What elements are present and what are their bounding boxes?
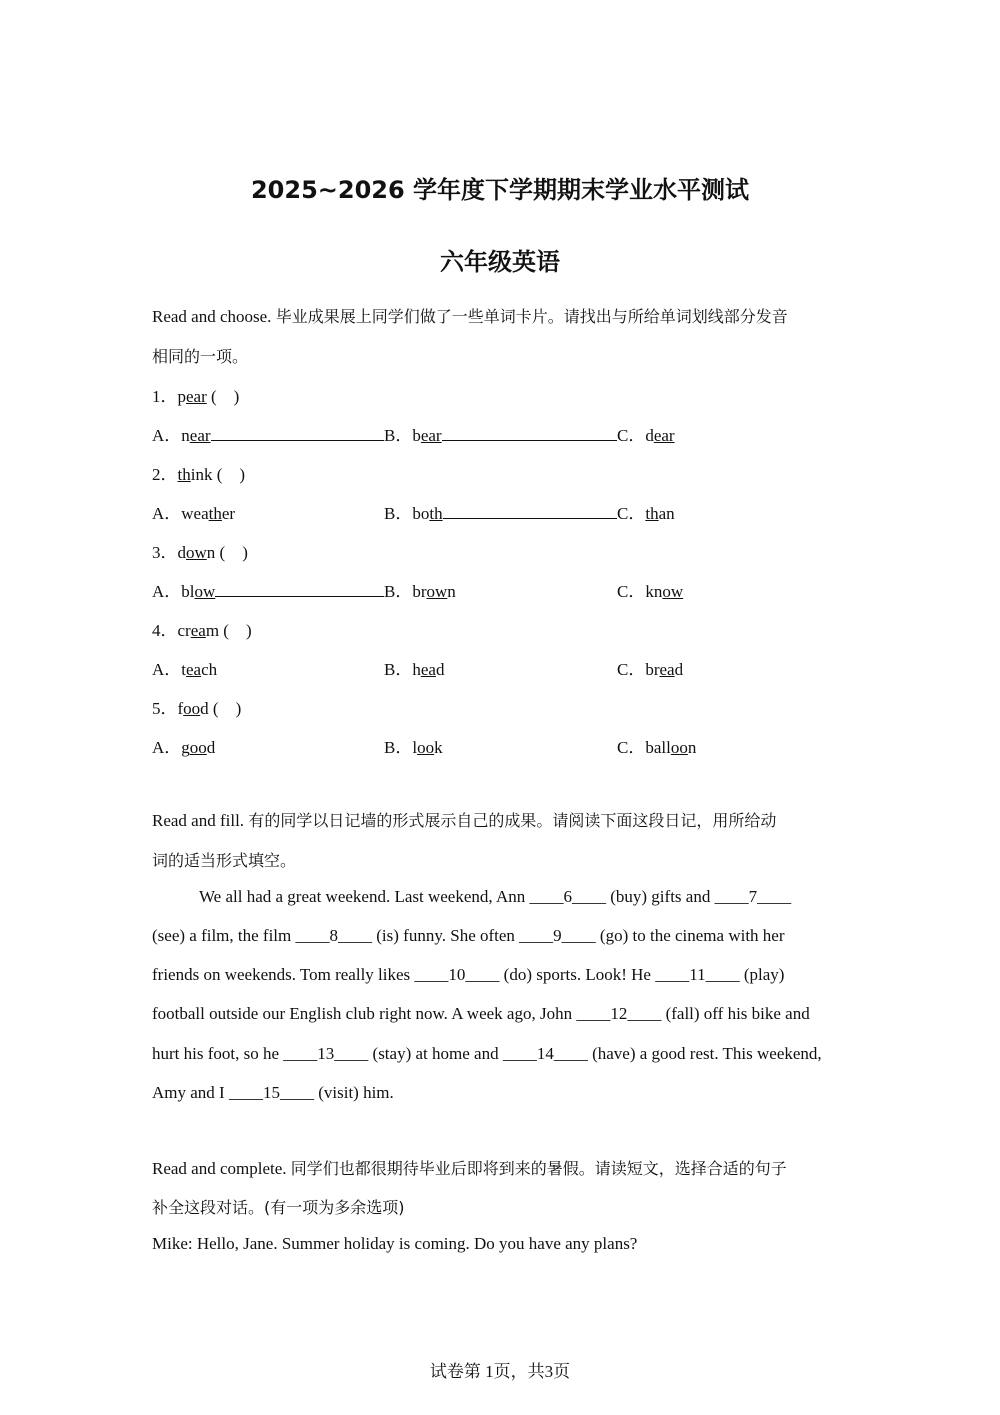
- fill-blank[interactable]: ____9____: [519, 926, 596, 945]
- option-word-part: kn: [645, 582, 663, 601]
- underline-filler: [442, 426, 617, 441]
- option-c[interactable]: [617, 733, 696, 758]
- option-word-part: br: [645, 660, 660, 679]
- fill-blank[interactable]: ____14____: [502, 1044, 588, 1063]
- option-b[interactable]: [384, 421, 617, 446]
- option-label: A．: [152, 660, 182, 679]
- section3-instruction: [152, 1156, 787, 1179]
- question-word-part: n: [206, 543, 216, 562]
- underline-filler: [443, 504, 617, 519]
- option-word-underlined: th: [208, 504, 222, 523]
- question-number: 3．: [152, 543, 178, 562]
- option-a[interactable]: [152, 421, 384, 446]
- option-word-part: wea: [181, 504, 209, 523]
- option-a[interactable]: [152, 577, 384, 602]
- option-word-part: d: [645, 426, 654, 445]
- passage-text: (buy) gifts and: [605, 887, 715, 906]
- question-4: [152, 616, 252, 641]
- section3-instruction-cont: 补全这段对话。(有一项为多余选项): [152, 1198, 405, 1217]
- question-number: 2．: [152, 465, 178, 484]
- fill-blank[interactable]: ____10____: [414, 965, 500, 984]
- option-word-part: n: [447, 582, 456, 601]
- option-word-part: l: [412, 738, 418, 757]
- option-word-part: k: [434, 738, 443, 757]
- option-word-underlined: ea: [420, 660, 436, 679]
- option-word-part: t: [181, 660, 187, 679]
- passage-text: hurt his foot, so he: [152, 1044, 284, 1063]
- option-word-underlined: ow: [194, 582, 216, 601]
- section2-instruction: [152, 808, 776, 831]
- option-word-underlined: oo: [189, 738, 207, 757]
- question-word-underlined: oo: [183, 699, 201, 718]
- option-word-underlined: ow: [426, 582, 448, 601]
- answer-parentheses[interactable]: ( ): [215, 543, 248, 562]
- option-label: B．: [384, 426, 413, 445]
- option-label: A．: [152, 426, 182, 445]
- option-label: A．: [152, 504, 182, 523]
- passage-line: [152, 965, 784, 985]
- option-c[interactable]: [617, 499, 675, 524]
- question-2: [152, 460, 245, 485]
- passage-text: (visit) him.: [313, 1083, 394, 1102]
- option-label: A．: [152, 582, 182, 601]
- fill-blank[interactable]: ____12____: [576, 1004, 662, 1023]
- option-word-part: bl: [181, 582, 195, 601]
- question-word-underlined: ea: [190, 621, 206, 640]
- passage-text: We all had a great weekend. Last weekend, Ann: [199, 887, 530, 906]
- passage-text: friends on weekends. Tom really likes: [152, 965, 415, 984]
- question-word-part: ink: [190, 465, 213, 484]
- section1-instruction-cn: 毕业成果展上同学们做了一些单词卡片。请找出与所给单词划线部分发音: [275, 307, 788, 326]
- passage-line: [199, 887, 791, 907]
- question-word-part: cr: [177, 621, 191, 640]
- option-word-underlined: oo: [417, 738, 435, 757]
- section1-instruction-en: Read and choose.: [152, 307, 272, 326]
- option-word-part: d: [435, 660, 445, 679]
- option-b[interactable]: [384, 577, 456, 602]
- fill-blank[interactable]: ____7____: [714, 887, 792, 906]
- option-word-part: er: [221, 504, 236, 523]
- question-word-part: d: [200, 699, 209, 718]
- option-word-part: ch: [201, 660, 218, 679]
- option-word-underlined: oo: [670, 738, 688, 757]
- option-b[interactable]: [384, 733, 443, 758]
- fill-blank[interactable]: ____15____: [228, 1083, 314, 1102]
- question-word-part: d: [177, 543, 186, 562]
- question-1: [152, 382, 239, 407]
- exam-title: 2025~2026 学年度下学期期末学业水平测试: [250, 176, 750, 204]
- section2-instruction-cont: 词的适当形式填空。: [152, 851, 297, 870]
- question-word-underlined: th: [177, 465, 191, 484]
- option-word-part: bo: [412, 504, 430, 523]
- option-word-underlined: ea: [659, 660, 675, 679]
- passage-text: (is) funny. She often: [372, 926, 520, 945]
- answer-parentheses[interactable]: ( ): [208, 699, 242, 718]
- section3-instruction-en: Read and complete.: [152, 1159, 287, 1178]
- option-word-underlined: ow: [662, 582, 684, 601]
- option-word-part: d: [206, 738, 216, 757]
- option-word-part: d: [674, 660, 684, 679]
- option-word-part: g: [181, 738, 190, 757]
- passage-line: [152, 1044, 822, 1064]
- underline-filler: [211, 426, 384, 441]
- question-word-underlined: ear: [186, 387, 207, 406]
- option-label: B．: [384, 738, 413, 757]
- option-word-underlined: ear: [420, 426, 442, 445]
- option-word-part: ball: [645, 738, 671, 757]
- section1-instruction-cont: 相同的一项。: [152, 347, 249, 366]
- section3-instruction-cn: 同学们也都很期待毕业后即将到来的暑假。请读短文，选择合适的句子: [290, 1159, 787, 1178]
- passage-text: (do) sports. Look! He: [499, 965, 656, 984]
- passage-line: [152, 1004, 810, 1024]
- option-word-part: an: [658, 504, 675, 523]
- question-word-part: f: [177, 699, 184, 718]
- answer-parentheses[interactable]: ( ): [206, 387, 240, 406]
- option-b[interactable]: [384, 655, 444, 680]
- option-label: B．: [384, 660, 413, 679]
- option-label: C．: [617, 504, 646, 523]
- fill-blank[interactable]: ____11____: [655, 965, 740, 984]
- option-word-underlined: ear: [189, 426, 211, 445]
- option-word-part: h: [412, 660, 421, 679]
- option-word-part: b: [412, 426, 421, 445]
- passage-text: Amy and I: [152, 1083, 229, 1102]
- option-label: A．: [152, 738, 182, 757]
- passage-text: (stay) at home and: [368, 1044, 503, 1063]
- option-a[interactable]: [152, 733, 215, 758]
- question-word-part: m: [205, 621, 220, 640]
- passage-text: (have) a good rest. This weekend,: [587, 1044, 822, 1063]
- answer-parentheses[interactable]: ( ): [219, 621, 252, 640]
- fill-blank[interactable]: ____13____: [283, 1044, 369, 1063]
- passage-line: [152, 1083, 394, 1103]
- passage-text: (play): [739, 965, 785, 984]
- underline-filler: [215, 582, 384, 597]
- page-footer: 试卷第 1页，共3页: [429, 1362, 571, 1381]
- option-word-part: br: [412, 582, 427, 601]
- passage-text: (fall) off his bike and: [661, 1004, 810, 1023]
- question-word-underlined: ow: [186, 543, 207, 562]
- question-number: 4．: [152, 621, 178, 640]
- option-c[interactable]: [617, 421, 675, 446]
- section2-instruction-cn: 有的同学以日记墙的形式展示自己的成果。请阅读下面这段日记，用所给动: [248, 811, 777, 830]
- option-a[interactable]: [152, 655, 217, 680]
- option-a[interactable]: [152, 499, 235, 524]
- option-label: B．: [384, 582, 413, 601]
- fill-blank[interactable]: ____8____: [295, 926, 373, 945]
- option-word-part: n: [687, 738, 697, 757]
- option-label: C．: [617, 660, 646, 679]
- question-3: [152, 538, 248, 563]
- option-c[interactable]: [617, 577, 683, 602]
- passage-line: [152, 926, 785, 946]
- option-label: B．: [384, 504, 413, 523]
- option-label: C．: [617, 582, 646, 601]
- answer-parentheses[interactable]: ( ): [212, 465, 246, 484]
- option-word-underlined: ea: [186, 660, 202, 679]
- section1-instruction: [152, 304, 788, 327]
- dialogue-line: Mike: Hello, Jane. Summer holiday is coming. Do you have any plans?: [152, 1234, 638, 1253]
- option-b[interactable]: [384, 499, 617, 524]
- question-number: 5．: [152, 699, 178, 718]
- option-label: C．: [617, 426, 646, 445]
- option-word-part: n: [181, 426, 190, 445]
- exam-subtitle: 六年级英语: [440, 248, 560, 276]
- question-number: 1．: [152, 387, 178, 406]
- passage-text: (go) to the cinema with her: [595, 926, 785, 945]
- option-word-underlined: ear: [653, 426, 675, 445]
- fill-blank[interactable]: ____6____: [529, 887, 606, 906]
- option-word-underlined: th: [645, 504, 659, 523]
- option-c[interactable]: [617, 655, 683, 680]
- passage-text: football outside our English club right now. A week ago, John: [152, 1004, 577, 1023]
- section2-instruction-en: Read and fill.: [152, 811, 245, 830]
- passage-text: (see) a film, the film: [152, 926, 296, 945]
- question-word-part: p: [177, 387, 186, 406]
- option-word-underlined: th: [429, 504, 443, 523]
- option-label: C．: [617, 738, 646, 757]
- question-5: [152, 694, 241, 719]
